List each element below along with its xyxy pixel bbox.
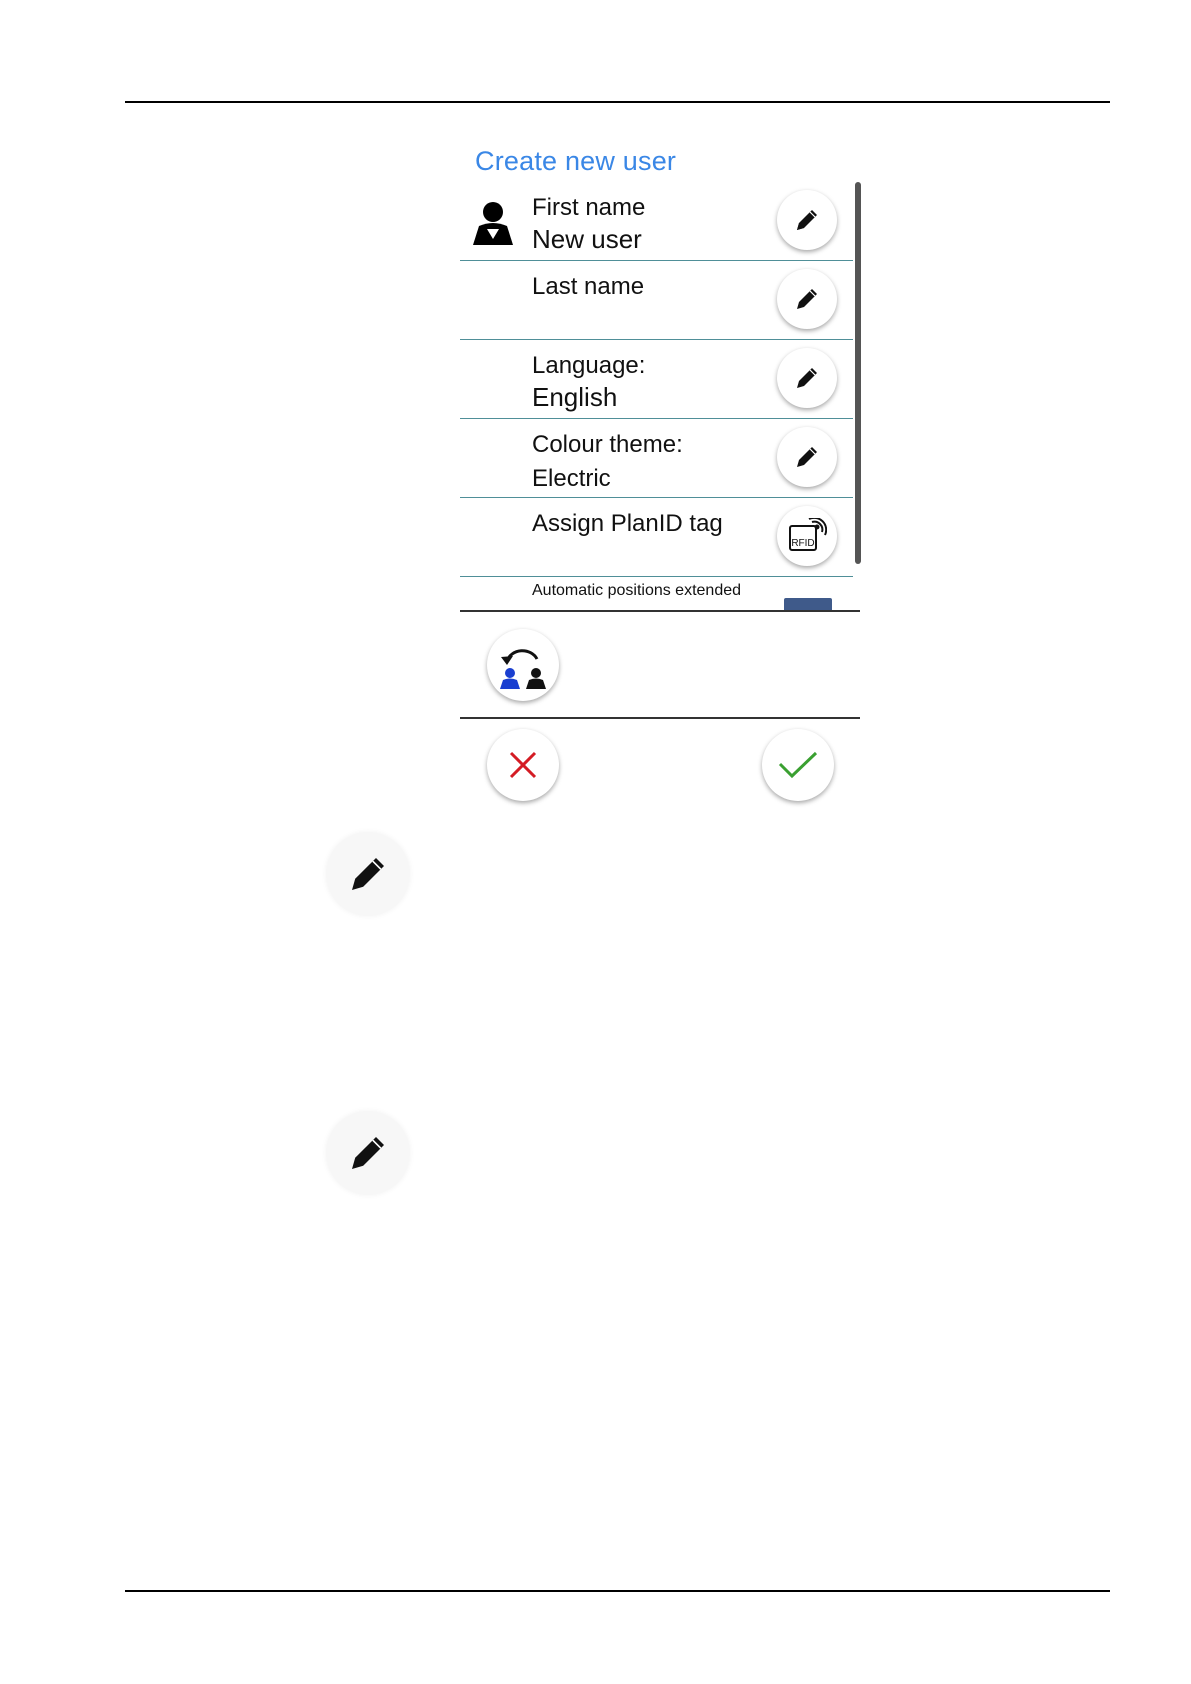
pencil-icon — [344, 850, 392, 898]
action-divider — [460, 717, 860, 719]
row-last-name — [460, 261, 853, 340]
edit-language-button[interactable] — [777, 348, 837, 408]
pencil-icon-illustration-1 — [326, 832, 410, 916]
row-colour-theme — [460, 419, 853, 498]
header-rule — [125, 101, 1110, 103]
automatic-positions-toggle[interactable] — [784, 598, 832, 610]
user-avatar-icon — [468, 199, 518, 245]
list-divider — [460, 610, 860, 612]
colour-theme-label: Colour theme: — [532, 431, 683, 458]
create-user-dialog — [460, 140, 860, 805]
edit-last-name-button[interactable] — [777, 269, 837, 329]
footer-rule — [125, 1590, 1110, 1592]
user-settings-list — [460, 182, 853, 610]
row-assign-planid-tag — [460, 498, 853, 577]
assign-rfid-button[interactable] — [777, 506, 837, 566]
pencil-icon — [344, 1129, 392, 1177]
edit-first-name-button[interactable] — [777, 190, 837, 250]
row-first-name — [460, 182, 853, 261]
assign-planid-label: Assign PlanID tag — [532, 510, 723, 537]
pencil-icon — [792, 205, 822, 235]
pencil-icon — [792, 284, 822, 314]
close-icon — [508, 750, 538, 780]
switch-user-icon — [493, 639, 553, 691]
scrollbar[interactable] — [855, 182, 861, 564]
rfid-icon — [787, 518, 827, 554]
row-automatic-positions-extended — [460, 582, 853, 610]
language-value: English — [532, 382, 618, 412]
switch-user-button[interactable] — [487, 629, 559, 701]
pencil-icon — [792, 363, 822, 393]
confirm-button[interactable] — [762, 729, 834, 801]
pencil-icon — [792, 442, 822, 472]
svg-text:RFID: RFID — [791, 538, 815, 549]
edit-colour-theme-button[interactable] — [777, 427, 837, 487]
automatic-positions-label: Automatic positions extended — [532, 582, 742, 599]
last-name-label: Last name — [532, 273, 645, 300]
colour-theme-value: Electric — [532, 465, 611, 492]
pencil-icon-illustration-2 — [326, 1111, 410, 1195]
dialog-title: Create new user — [475, 146, 677, 176]
language-label: Language: — [532, 352, 646, 379]
first-name-label: First name — [532, 194, 646, 221]
check-icon — [778, 750, 818, 780]
row-language — [460, 340, 853, 419]
first-name-value: New user — [532, 224, 642, 254]
cancel-button[interactable] — [487, 729, 559, 801]
